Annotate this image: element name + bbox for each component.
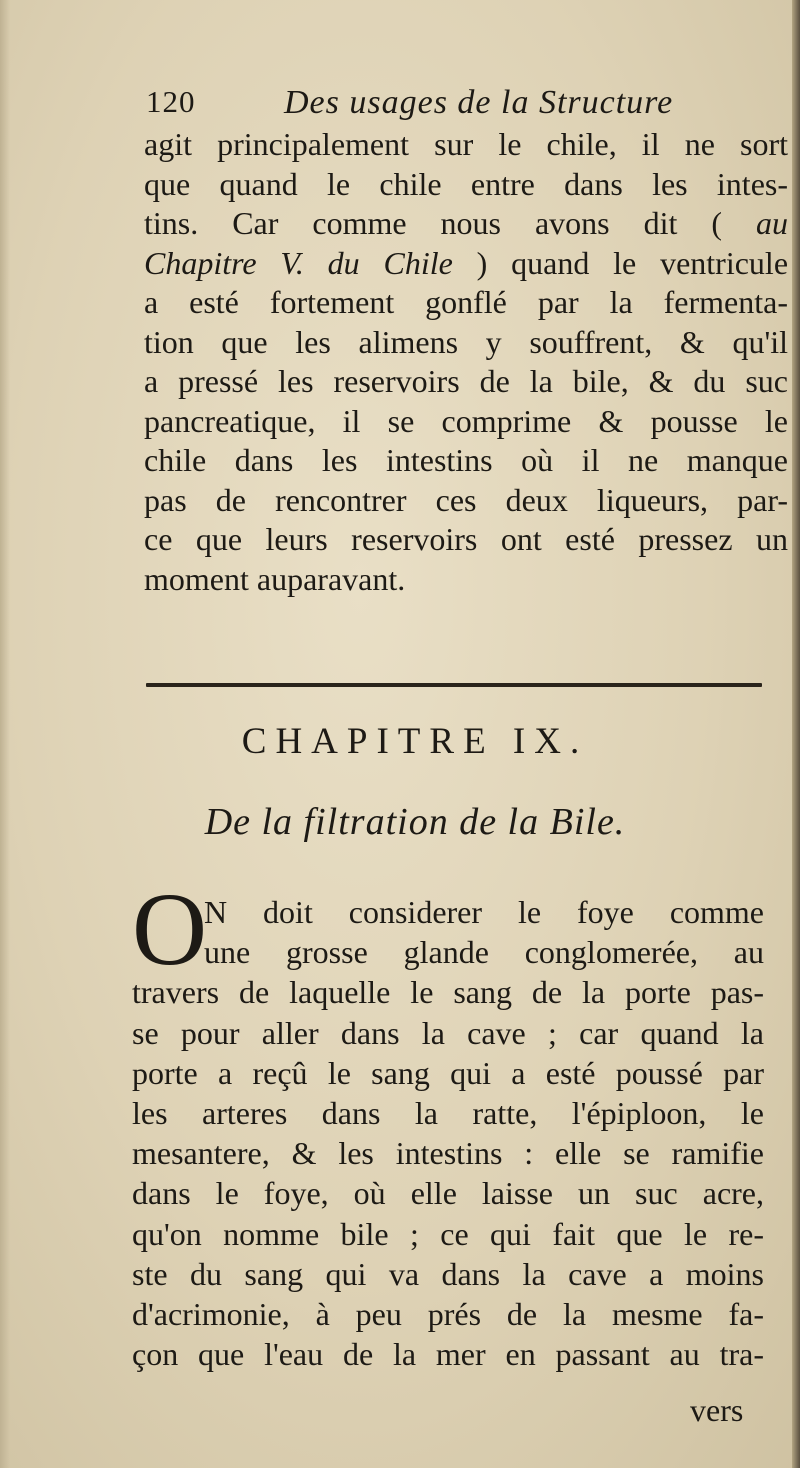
text-line: chile dans les intestins où il ne manque	[144, 442, 788, 478]
text-line: moment auparavant.	[144, 560, 406, 597]
chapter-subtitle: De la filtration de la Bile.	[204, 801, 626, 843]
text-line: qu'on nomme bile ; ce qui fait que le re-	[132, 1215, 764, 1252]
chapter-paragraph	[132, 892, 764, 1374]
text-run: tins. Car comme nous avons dit (	[144, 205, 723, 241]
running-head: Des usages de la Structure	[284, 84, 674, 121]
text-line: ce que leurs reservoirs ont esté pressez un	[144, 521, 788, 557]
text-line: pancreatique, il se comprime & pousse le	[144, 402, 788, 439]
text-line: çon que l'eau de la mer en passant au tra-	[132, 1336, 764, 1373]
text-line: une grosse glande conglomerée, au	[204, 934, 764, 971]
text-line: ste du sang qui va dans la cave a moins	[132, 1255, 764, 1292]
text-line: a pressé les reservoirs de la bile, & du suc	[144, 363, 788, 399]
text-line: N doit considerer le foye comme	[204, 894, 764, 930]
text-line: dans le foye, où elle laisse un suc acre,	[132, 1175, 764, 1212]
text-line: a esté fortement gonflé par la fermenta-	[144, 284, 788, 320]
italic-run: au	[756, 205, 789, 241]
italic-run: Chapitre V. du Chile	[144, 244, 453, 281]
text-line: porte a reçû le sang qui a esté poussé par	[132, 1054, 764, 1091]
text-line	[144, 244, 788, 284]
text-line: pas de rencontrer ces deux liqueurs, par-	[144, 481, 788, 518]
text-line: mesantere, & les intestins : elle se ramifie	[132, 1135, 764, 1172]
text-line: tion que les alimens y souffrent, & qu'il	[144, 323, 788, 360]
text-line: les arteres dans la ratte, l'épiploon, le	[132, 1095, 764, 1132]
text-run: ) quand le ventricule	[476, 244, 789, 281]
section-divider-rule	[146, 683, 762, 687]
page-header	[146, 84, 786, 128]
text-line: agit principalement sur le chile, il ne sort	[144, 126, 788, 162]
chapter-title: CHAPITRE IX.	[241, 721, 589, 762]
text-line: d'acrimonie, à peu prés de la mesme fa-	[132, 1296, 764, 1333]
page-number: 120	[146, 84, 196, 119]
paragraph-continued	[144, 125, 788, 599]
text-line: se pour aller dans la cave ; car quand la	[132, 1014, 764, 1051]
catchword: vers	[690, 1392, 744, 1428]
text-line: travers de laquelle le sang de la porte pas-	[132, 974, 764, 1011]
drop-cap-letter: O	[132, 872, 208, 987]
text-line	[144, 204, 788, 244]
text-line: que quand le chile entre dans les intes-	[144, 165, 788, 202]
